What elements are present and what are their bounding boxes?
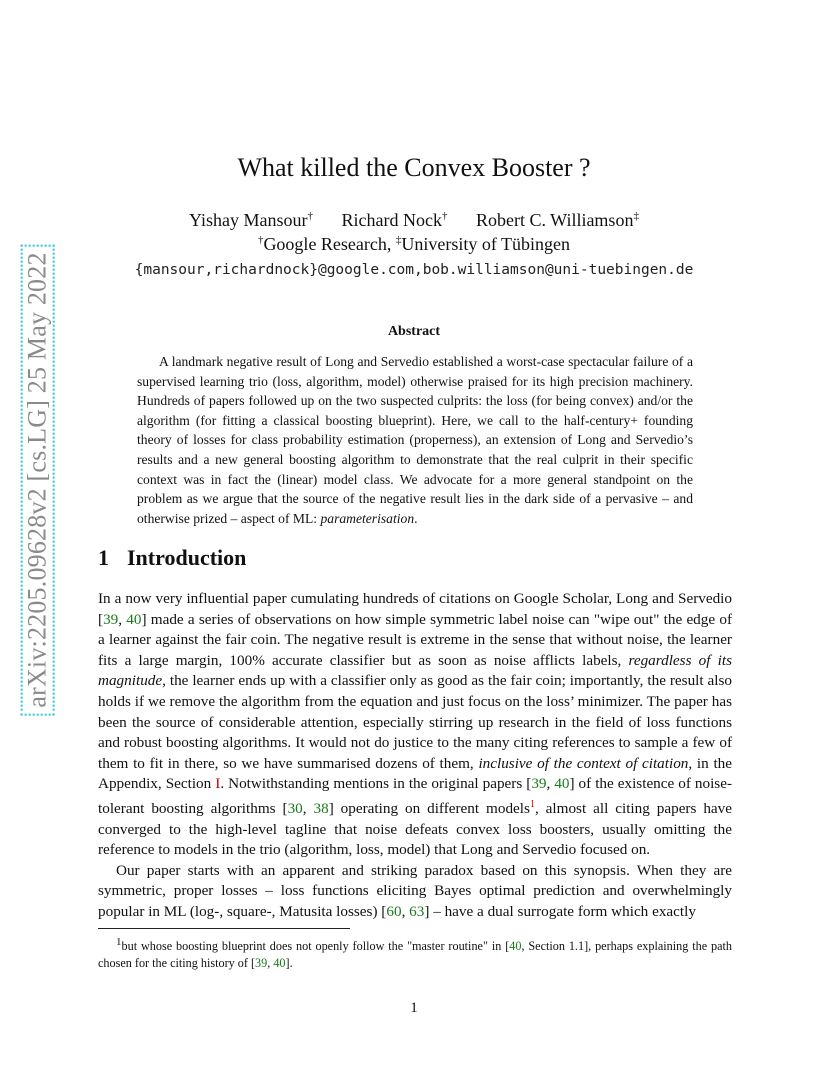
citation-link[interactable]: 40: [273, 956, 286, 971]
citation-link[interactable]: 40: [126, 610, 142, 628]
citation-link[interactable]: 60: [386, 902, 402, 920]
footnote-marker-link[interactable]: 1: [529, 798, 535, 810]
footnote: $^1$but whose boosting blueprint does not openly follow the "master routine" in [40, Section 1.1], perhaps explaining the path chosen for the citing history of [39, 40].: [98, 936, 732, 971]
citation-link[interactable]: 30: [287, 800, 303, 817]
citation-link[interactable]: 39: [255, 956, 268, 971]
citation-link[interactable]: 39: [103, 610, 119, 628]
author: Richard Nock†: [341, 210, 448, 230]
citation-link[interactable]: 40: [554, 775, 570, 793]
section-reference-link[interactable]: I: [215, 775, 221, 793]
footnote-divider: [98, 928, 350, 929]
abstract-text: A landmark negative result of Long and Servedio established a worst-case spectacular failure of a supervised learning trio (loss, algorithm, model) otherwise praised for its high precision machinery. Hundreds of papers followed up on the two suspected culprits: the loss (for being convex) and/or the algorithm (for fitting a classical boosting blueprint). Here, we call to the half-century+ founding theory of losses for class probability estimation (properness), an extension of Long and Servedio’s results and a new general boosting algorithm to demonstrate that the real culprit in their specific context was in fact the (linear) model class. We advocate for a more general standpoint on the problem as we argue that the source of the negative result lies in the dark side of a pervasive – and otherwise prized – aspect of ML: parameterisation.: [137, 354, 693, 526]
author-list: [0, 210, 828, 231]
author: Yishay Mansour†: [189, 210, 314, 230]
section-title: Introduction: [127, 545, 247, 570]
citation-link[interactable]: 40: [509, 939, 522, 954]
footnote-number: 1: [116, 936, 122, 948]
arxiv-identifier[interactable]: arXiv:2205.09628v2 [cs.LG] 25 May 2022: [21, 244, 55, 715]
author-emails[interactable]: {mansour,richardnock}@google.com,bob.williamson@uni-tuebingen.de: [134, 262, 694, 278]
abstract-heading: Abstract: [387, 324, 441, 339]
section-heading: [98, 545, 246, 571]
introduction-body: [98, 589, 732, 923]
arxiv-stamp: [22, 248, 54, 712]
affiliation: Google Research,: [263, 234, 396, 254]
affiliations: †Google Research, ‡University of Tübingen: [257, 234, 571, 254]
paragraph: In a now very influential paper cumulating hundreds of citations on Google Scholar, Long and Servedio [39, 40] made a series of observations on how simple symmetric label noise can "wipe out" the edge of a learner against the fair coin. The negative result is extreme in the sense that without noise, the learner fits a large margin, 100% accurate classifier but as soon as noise afflicts labels, regardless of its magnitude, the learner ends up with a classifier only as good as the fair coin; importantly, the result also holds if we remove the algorithm from the equation and just focus on the loss’ minimizer. The paper has been the source of considerable attention, especially stirring up research in the field of loss functions and robust boosting algorithms. It would not do justice to the many citing references to sample a few of them to fit in there, so we have summarised dozens of them, inclusive of the context of citation, in the Appendix, Section I. Notwithstanding mentions in the original papers [39, 40] of the existence of noise-tolerant boosting algorithms [30, 38] operating on different models$^1$, almost all citing papers have converged to the high-level tagline that noise defeats convex loss boosters, usually omitting the reference to models in the trio (algorithm, loss, model) that Long and Servedio focused on.: [98, 590, 733, 859]
section-number: 1: [98, 545, 109, 570]
paragraph: Our paper starts with an apparent and striking paradox based on this synopsis. When they are symmetric, proper losses – loss functions eliciting Bayes optimal prediction and overwhelmingly popular in ML (log-, square-, Matusita losses) [60, 63] – have a dual surrogate form which exactly: [98, 861, 732, 920]
affiliation: University of Tübingen: [401, 234, 571, 254]
citation-link[interactable]: 39: [531, 775, 547, 793]
citation-link[interactable]: 63: [409, 902, 425, 920]
author: Robert C. Williamson‡: [476, 210, 639, 230]
citation-link[interactable]: 38: [313, 800, 329, 817]
page-number: 1: [410, 1000, 418, 1016]
paper-title: What killed the Convex Booster ?: [237, 153, 591, 182]
